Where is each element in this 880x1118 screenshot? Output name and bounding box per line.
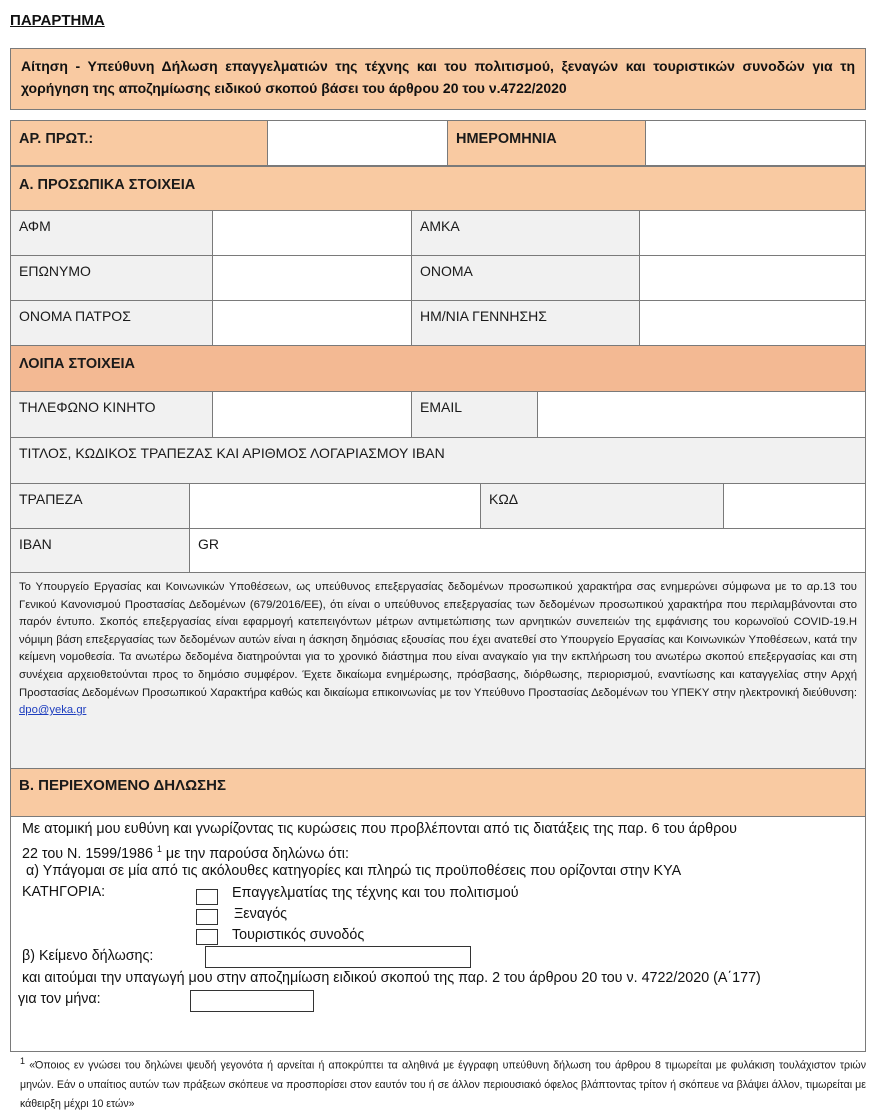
declaration-law-ref: 22 του Ν. 1599/1986	[22, 845, 153, 862]
category-label: ΚΑΤΗΓΟΡΙΑ:	[22, 884, 106, 900]
form-title: Αίτηση - Υπεύθυνη Δήλωση επαγγελματιών της τέχνης και του πολιτισμού, ξεναγών και τουριστικών συνοδών για τη χορήγηση της αποζημίωσης ειδικού σκοπού βάσει του άρθρου 20 του ν.4722/2020	[10, 48, 866, 110]
iban-field[interactable]: GR	[189, 528, 866, 573]
gdpr-text: Το Υπουργείο Εργασίας και Κοινωνικών Υποθέσεων, ως υπεύθυνος επεξεργασίας δεδομένων προσωπικού χαρακτήρα σας ενημερώνει σύμφωνα με το αρ.13 του Γενικού Κανονισμού Προστασίας Δεδομένων (679/2016/ΕΕ), ότι είναι ο υπεύθυνος επεξεργασίας των δεδομένων προσωπικού χαρακτήρα που περιλαμβάνονται στο παρόν έντυπο. Σκοπός επεξεργασίας είναι εφαρμογή κατεπειγόντων μέτρων αντιμετώπισης των αρνητικών συνεπειών της εμφάνισης του κορωνοϊού COVID-19.Η νόμιμη βάση επεξεργασίας των δεδομένων αυτών είναι η άσκηση δημόσιας εξουσίας που έχει ανατεθεί στο Υπουργείο Εργασίας και Κοινωνικών Υποθέσεων, κατά την κείμενη νομοθεσία. Τα ανωτέρω δεδομένα διατηρούνται για το χρονικό διάστημα που είναι αναγκαίο για την εκπλήρωση του ανωτέρω σκοπού επεξεργασίας και στη συνέχεια αρχειοθετούνται προς το δημόσιο συμφέρον. Έχετε δικαίωμα ενημέρωσης, πρόσβασης, διόρθωσης, περιορισμού, εναντίωσης και καταγγελίας στην Αρχή Προστασίας Δεδομένων Προσωπικού Χαρακτήρα καθώς και δικαίωμα επικοινωνίας με τον Υπεύθυνο Προστασίας Δεδομένων του ΥΠΕΚΥ στην ηλεκτρονική διεύθυνση:	[19, 581, 857, 699]
protocol-number-field[interactable]	[267, 120, 448, 166]
surname-label: ΕΠΩΝΥΜΟ	[10, 255, 213, 301]
afm-label: ΑΦΜ	[10, 210, 213, 256]
mobile-label: ΤΗΛΕΦΩΝΟ ΚΙΝΗΤΟ	[10, 391, 213, 438]
birth-date-label: ΗΜ/ΝΙΑ ΓΕΝΝΗΣΗΣ	[411, 300, 640, 346]
footnote-ref: 1	[156, 844, 162, 854]
declaration-text-field[interactable]	[205, 946, 471, 968]
declaration-intro-line1: Με ατομική μου ευθύνη και γνωρίζοντας τις κυρώσεις που προβλέπονται από τις διατάξεις της παρ. 6 του άρθρου	[22, 821, 737, 837]
category-checkbox-tour-escort[interactable]	[196, 929, 218, 945]
annex-heading: ΠΑΡΑΡΤΗΜΑ	[10, 12, 105, 29]
email-label: EMAIL	[411, 391, 538, 438]
section-a-header: Α. ΠΡΟΣΩΠΙΚΑ ΣΤΟΙΧΕΙΑ	[10, 166, 866, 211]
surname-field[interactable]	[212, 255, 412, 301]
footnote-mark: 1	[20, 1056, 26, 1066]
category-option-tour-escort: Τουριστικός συνοδός	[232, 927, 365, 943]
mobile-field[interactable]	[212, 391, 412, 438]
category-checkbox-artist[interactable]	[196, 889, 218, 905]
date-label: ΗΜΕΡΟΜΗΝΙΑ	[447, 120, 646, 166]
declaration-item-a: α) Υπάγομαι σε μία από τις ακόλουθες κατηγορίες και πληρώ τις προϋποθέσεις που ορίζονται στην ΚΥΑ	[26, 863, 682, 879]
father-name-label: ΟΝΟΜΑ ΠΑΤΡΟΣ	[10, 300, 213, 346]
declaration-intro-line2	[22, 840, 862, 864]
bank-code-label: ΚΩΔ	[480, 483, 724, 529]
iban-label: IBAN	[10, 528, 190, 573]
gdpr-notice	[10, 572, 866, 769]
footnote	[20, 1052, 866, 1114]
amka-label: ΑΜΚΑ	[411, 210, 640, 256]
father-name-field[interactable]	[212, 300, 412, 346]
month-label: για τον μήνα:	[18, 991, 101, 1007]
name-field[interactable]	[639, 255, 866, 301]
email-field[interactable]	[537, 391, 866, 438]
amka-field[interactable]	[639, 210, 866, 256]
afm-field[interactable]	[212, 210, 412, 256]
protocol-number-label: ΑΡ. ΠΡΩΤ.:	[10, 120, 268, 166]
footnote-text: «Όποιος εν γνώσει του δηλώνει ψευδή γεγονότα ή αρνείται ή αποκρύπτει τα αληθινά με έγγραφη υπεύθυνη δήλωση του άρθρου 8 τιμωρείται με φυλάκιση τουλάχιστον τριών μηνών. Εάν ο υπαίτιος αυτών των πράξεων σκόπευε να προσπορίσει στον εαυτόν του ή σε άλλον περιουσιακό όφελος βλάπτοντας τρίτον ή σκόπευε να βλάψει άλλον, τιμωρείται με κάθειρξη μέχρι 10 ετών»	[20, 1059, 866, 1110]
section-b-header: Β. ΠΕΡΙΕΧΟΜΕΝΟ ΔΗΛΩΣΗΣ	[10, 768, 866, 817]
other-details-header: ΛΟΙΠΑ ΣΤΟΙΧΕΙΑ	[10, 345, 866, 392]
category-checkbox-guide[interactable]	[196, 909, 218, 925]
birth-date-field[interactable]	[639, 300, 866, 346]
bank-label: ΤΡΑΠΕΖΑ	[10, 483, 190, 529]
dpo-email-link[interactable]: dpo@yeka.gr	[19, 704, 87, 717]
bank-info-header: ΤΙΤΛΟΣ, ΚΩΔΙΚΟΣ ΤΡΑΠΕΖΑΣ ΚΑΙ ΑΡΙΘΜΟΣ ΛΟΓΑΡΙΑΣΜΟΥ IBAN	[10, 437, 866, 484]
bank-code-field[interactable]	[723, 483, 866, 529]
name-label: ΟΝΟΜΑ	[411, 255, 640, 301]
date-field[interactable]	[645, 120, 866, 166]
bank-field[interactable]	[189, 483, 481, 529]
category-option-artist: Επαγγελματίας της τέχνης και του πολιτισμού	[232, 885, 519, 901]
category-option-guide: Ξεναγός	[234, 906, 288, 922]
month-field[interactable]	[190, 990, 314, 1012]
declaration-request: και αιτούμαι την υπαγωγή μου στην αποζημίωση ειδικού σκοπού της παρ. 2 του άρθρου 20 του ν. 4722/2020 (Α΄177)	[22, 970, 761, 986]
declaration-intro-end: με την παρούσα δηλώνω ότι:	[165, 845, 349, 862]
declaration-item-b: β) Κείμενο δήλωσης:	[22, 948, 154, 964]
